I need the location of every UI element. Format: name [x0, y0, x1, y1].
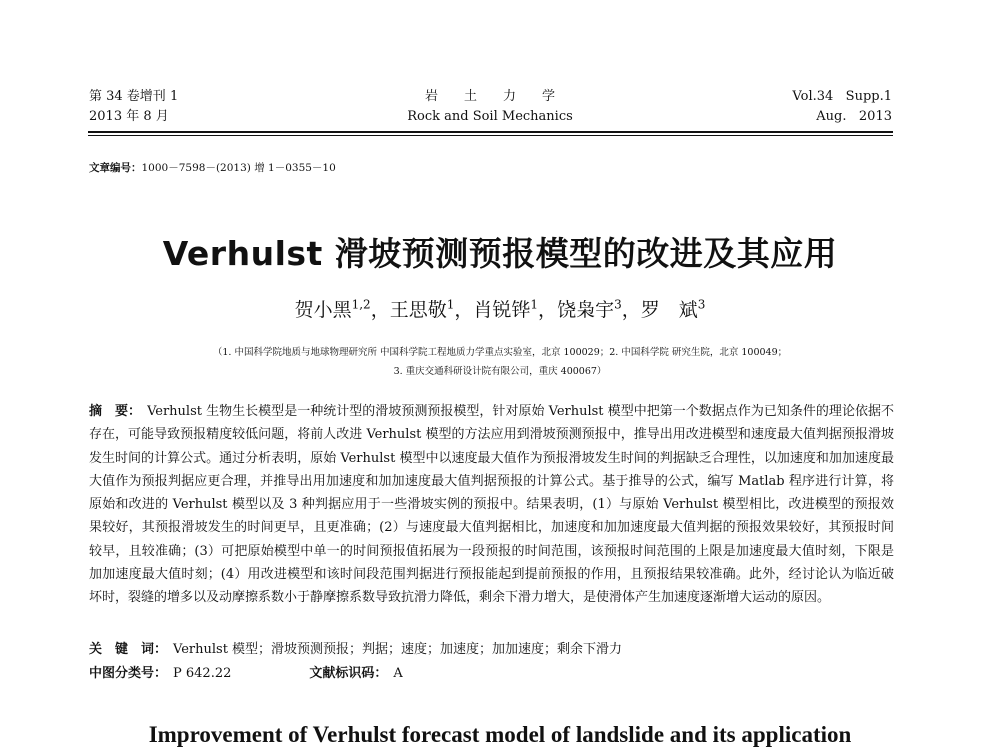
doc-code-value: A — [393, 666, 403, 681]
journal-name-cn: 岩土力学 — [424, 89, 581, 104]
author-affiliation-mark: 1 — [530, 297, 539, 312]
author-affiliation-mark: 1 — [446, 297, 455, 312]
author — [557, 299, 641, 321]
abstract — [89, 400, 894, 610]
keywords-label: 关 键 词： — [89, 642, 168, 657]
header-volume-info — [89, 87, 178, 127]
journal-name-en: Rock and Soil Mechanics — [407, 109, 573, 124]
author-separator: ， — [538, 299, 558, 321]
affiliation-line-2: 3. 重庆交通科研设计院有限公司，重庆 400067） — [393, 366, 607, 377]
doc-code — [309, 666, 402, 681]
header-volume-info-en — [792, 87, 892, 127]
header-rule-thin — [88, 135, 893, 136]
paper-title: Verhulst 滑坡预测预报模型的改进及其应用 — [162, 234, 838, 273]
doc-code-label: 文献标识码： — [309, 666, 388, 681]
clc-label: 中图分类号： — [89, 666, 168, 681]
header-journal — [390, 87, 590, 127]
affiliations — [110, 343, 890, 381]
author-affiliation-mark: 1,2 — [351, 297, 371, 312]
keywords — [89, 638, 894, 657]
affiliation-line-1: （1. 中国科学院地质与地球物理研究所 中国科学院工程地质力学重点实验室，北京 100029；2. 中国科学院 研究生院，北京 100049； — [212, 347, 788, 358]
abstract-label: 摘 要： — [89, 404, 142, 419]
author-name: 饶枭宇 — [557, 299, 615, 321]
header-rule — [88, 131, 893, 133]
header-volume-en: Vol.34 Supp.1 — [792, 89, 892, 104]
clc-value: P 642.22 — [173, 666, 232, 681]
author — [473, 299, 557, 321]
article-number — [89, 160, 336, 175]
article-number-value: 1000－7598－(2013) 增 1－0355－10 — [141, 162, 336, 174]
classification — [89, 662, 403, 681]
clc-number — [89, 666, 231, 681]
author-affiliation-mark: 3 — [697, 297, 706, 312]
author-separator: ， — [621, 299, 641, 321]
author — [641, 299, 706, 321]
author-separator: ， — [454, 299, 474, 321]
author — [295, 299, 390, 321]
author-affiliation-mark: 3 — [614, 297, 622, 312]
abstract-text: Verhulst 生物生长模型是一种统计型的滑坡预测预报模型，针对原始 Verhulst 模型中把第一个数据点作为已知条件的理论依据不存在，可能导致预报精度较低问题，将前人改进 Verhulst 模型的方法应用到滑坡预测预报中，推导出用改进模型和速度最大值判据预报滑坡发生时间的计算公式。通过分析表明，原始 Verhulst 模型中以速度最大值作为预报滑坡发生时间的判据缺乏合理性，以加速度和加加速度最大值作为预报判据应更合理，并推导出用加速度和加加速度最大值判据预报的计算公式。基于推导的公式，编写 Matlab 程序进行计算，将原始和改进的 Verhulst 模型以及 3 种判据应用于一些滑坡实例的预报中。结果表明，(1）与原始 Verhulst 模型相比，改进模型的预报效果较好，其预报滑坡发生的时间更早，且更准确；(2）与速度最大值判据相比，加速度和加加速度最大值判据的预报效果较好，其预报时间较早，且较准确；(3）可把原始模型中单一的时间预报值拓展为一段预报的时间范围，该预报时间范围的上限是加速度最大值时刻，下限是加加速度最大值时刻；(4）用改进模型和该时间段范围判据进行预报能起到提前预报的作用，且预报结果较准确。此外，经讨论认为临近破坏时，裂缝的增多以及动摩擦系数小于静摩擦系数导致抗滑力降低，剩余下滑力增大，是使滑体产生加速度逐渐增大运动的原因。 — [89, 404, 894, 606]
author-separator: ， — [370, 299, 390, 321]
article-number-label: 文章编号： — [89, 162, 142, 174]
author-name: 贺小黑 — [294, 299, 352, 321]
header-date: 2013 年 8 月 — [89, 109, 169, 124]
author — [390, 299, 474, 321]
author-name: 罗 斌 — [640, 299, 698, 321]
header-date-en: Aug. 2013 — [816, 109, 892, 124]
header-volume: 第 34 卷增刊 1 — [89, 89, 179, 104]
author-name: 肖锐铧 — [473, 299, 531, 321]
english-title: Improvement of Verhulst forecast model of landslide and its application — [148, 722, 852, 747]
keywords-text: Verhulst 模型；滑坡预测预报；判据；速度；加速度；加加速度；剩余下滑力 — [173, 642, 623, 657]
author-list — [0, 295, 1000, 322]
author-name: 王思敬 — [389, 299, 447, 321]
